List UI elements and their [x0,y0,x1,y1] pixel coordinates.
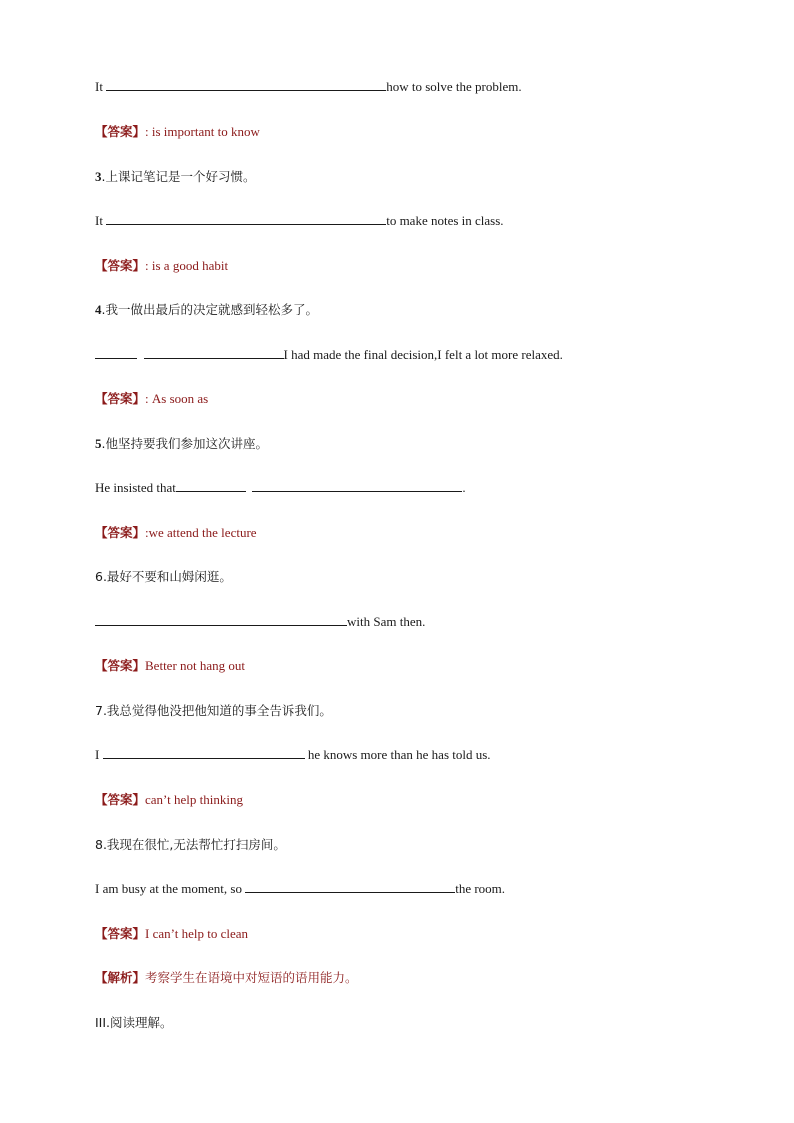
answer-tag: 【答案】 [95,391,146,406]
item-6-prompt [95,568,754,586]
answer-text: : is a good habit [145,258,229,273]
item-2-answer [95,123,754,141]
item-prompt: .上课记笔记是一个好习惯。 [101,169,256,184]
answer-blank [245,880,455,893]
item-8-answer [95,925,754,943]
answer-blank [176,479,246,492]
item-6-sentence [95,613,754,631]
answer-text: :we attend the lecture [145,525,257,540]
answer-blank [252,479,462,492]
analysis-text: 考察学生在语境中对短语的语用能力。 [145,970,358,985]
item-5-prompt [95,435,754,453]
answer-blank [95,613,347,626]
sentence-before: I [95,747,103,762]
answer-blank [144,346,284,359]
answer-blank [106,212,386,225]
item-8-prompt [95,836,754,854]
sentence-before: It [95,79,107,94]
item-2-sentence [95,78,754,96]
answer-text: Better not hang out [145,658,246,673]
item-number: 5 [95,436,102,451]
answer-tag: 【答案】 [95,525,146,540]
item-prompt: 7.我总觉得他没把他知道的事全告诉我们。 [95,703,332,718]
answer-blank [106,78,386,91]
item-4-prompt [95,301,754,319]
analysis-tag: 【解析】 [95,970,146,985]
answer-tag: 【答案】 [95,926,146,941]
sentence-before: I am busy at the moment, so [95,881,246,896]
item-3-sentence [95,212,754,230]
sentence-after: he knows more than he has told us. [304,747,491,762]
item-5-answer [95,524,754,542]
answer-blank [103,746,305,759]
item-prompt: .他坚持要我们参加这次讲座。 [101,436,268,451]
sentence-before: It [95,213,107,228]
answer-tag: 【答案】 [95,792,146,807]
item-prompt: 6.最好不要和山姆闲逛。 [95,569,232,584]
item-number: 3 [95,169,102,184]
answer-text: I can’t help to clean [145,926,249,941]
item-7-sentence [95,746,754,764]
sentence-after: the room. [455,881,506,896]
section-heading [95,1014,754,1032]
sentence-before: He insisted that [95,480,176,495]
sentence-after: how to solve the problem. [386,79,522,94]
item-prompt: .我一做出最后的决定就感到轻松多了。 [101,302,318,317]
answer-text: can’t help thinking [145,792,243,807]
item-5-sentence [95,479,754,497]
item-3-prompt [95,168,754,186]
item-6-answer [95,657,754,675]
section-heading-text: III.阅读理解。 [95,1015,173,1030]
item-4-sentence [95,346,754,364]
item-3-answer [95,257,754,275]
item-4-answer [95,390,754,408]
item-prompt: 8.我现在很忙,无法帮忙打扫房间。 [95,837,286,852]
item-number: 4 [95,302,102,317]
item-7-prompt [95,702,754,720]
sentence-after: I had made the final decision,I felt a lot more relaxed. [283,347,563,362]
analysis [95,969,754,987]
item-7-answer [95,791,754,809]
answer-tag: 【答案】 [95,124,146,139]
answer-blank [95,346,137,359]
item-8-sentence [95,880,754,898]
answer-tag: 【答案】 [95,258,146,273]
answer-text: : is important to know [145,124,260,139]
sentence-after: . [462,480,466,495]
answer-text: : As soon as [145,391,209,406]
answer-tag: 【答案】 [95,658,146,673]
sentence-after: to make notes in class. [386,213,504,228]
sentence-after: with Sam then. [347,614,426,629]
